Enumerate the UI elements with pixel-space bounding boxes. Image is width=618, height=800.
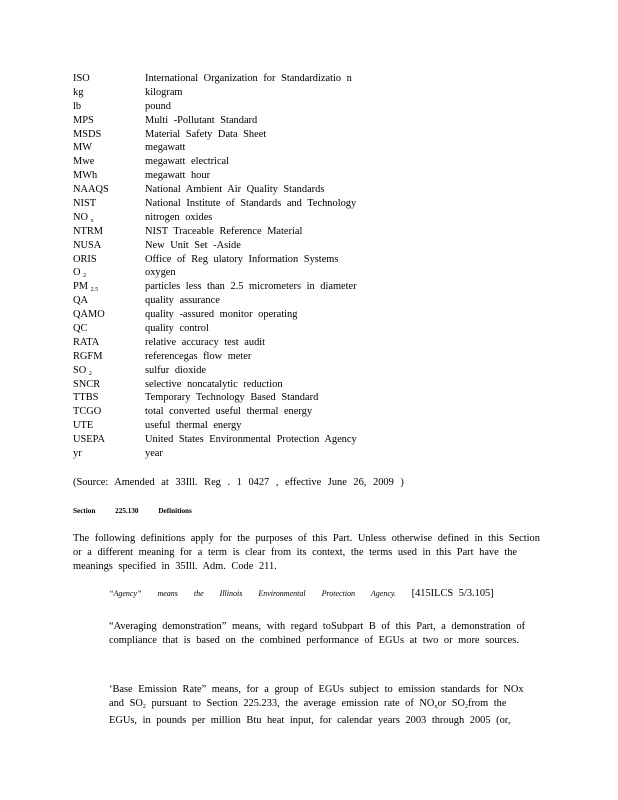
- abbreviation-term: [73, 86, 145, 100]
- abbreviation-definition: megawatt hour: [145, 170, 211, 182]
- abbreviation-row: [73, 405, 403, 419]
- abbreviation-term-text: QAMO: [73, 309, 105, 321]
- abbreviation-row: [73, 86, 403, 100]
- abbreviation-row: [73, 391, 403, 405]
- abbreviation-term-text: QA: [73, 295, 89, 307]
- ber-text-4: from the EGUs, in pounds per million Btu heat input, for calendar years 2003 through 2005 (or,: [109, 698, 511, 726]
- abbreviation-term-text: lb: [73, 100, 82, 112]
- abbreviation-term-subscript: 2: [88, 370, 92, 377]
- abbreviation-definition: Material Safety Data Sheet: [145, 128, 267, 140]
- abbreviation-row: [73, 350, 403, 364]
- abbreviation-term: [73, 266, 145, 280]
- ber-text-1: ‘Base Emission Rate” means, for a group of EGUs subject to emission standards for NOx and SO: [109, 684, 524, 709]
- section-number: 225.130: [115, 507, 139, 515]
- abbreviation-term: [73, 72, 145, 86]
- section-heading: [73, 507, 192, 515]
- abbreviation-row: [73, 433, 403, 447]
- abbreviation-term: [73, 211, 145, 225]
- abbreviation-term: [73, 169, 145, 183]
- section-title: Definitions: [158, 507, 192, 515]
- abbreviation-definition: quality assurance: [145, 295, 220, 307]
- abbreviation-term-text: MWh: [73, 170, 98, 182]
- abbreviation-row: [73, 378, 403, 392]
- abbreviation-term-text: PM: [73, 281, 89, 293]
- abbreviation-term-subscript: x: [90, 217, 94, 224]
- abbreviation-definition: National Institute of Standards and Technology: [145, 198, 357, 210]
- abbreviation-term: [73, 405, 145, 419]
- abbreviation-term: [73, 183, 145, 197]
- abbreviation-row: [73, 169, 403, 183]
- abbreviation-definition: National Ambient Air Quality Standards: [145, 184, 325, 196]
- abbreviation-term: [73, 364, 145, 378]
- abbreviation-definition: megawatt electrical: [145, 156, 230, 168]
- abbreviation-term: [73, 155, 145, 169]
- abbreviation-term: [73, 239, 145, 253]
- abbreviation-definition: quality control: [145, 323, 209, 335]
- abbreviation-row: [73, 294, 403, 308]
- source-note: (Source: Amended at 33Ill. Reg . 1 0427 , effective June 26, 2009 ): [73, 477, 404, 488]
- abbreviation-row: [73, 308, 403, 322]
- abbreviation-definition: quality -assured monitor operating: [145, 309, 298, 321]
- abbreviation-term-text: NIST: [73, 198, 97, 210]
- abbreviation-term: [73, 391, 145, 405]
- abbreviation-term-text: MPS: [73, 114, 94, 126]
- agency-definition-text: “Agency” means the Illinois Environmental Protection Agency.: [109, 589, 396, 598]
- abbreviation-definition: nitrogen oxides: [145, 211, 213, 223]
- abbreviation-definition: selective noncatalytic reduction: [145, 378, 283, 390]
- abbreviation-row: [73, 266, 403, 280]
- ber-sub-1: 2: [142, 704, 146, 710]
- abbreviation-list: [73, 72, 403, 461]
- abbreviation-term: [73, 419, 145, 433]
- abbreviation-term: [73, 378, 145, 392]
- abbreviation-term-text: SNCR: [73, 378, 101, 390]
- abbreviation-term-text: NAAQS: [73, 184, 109, 196]
- abbreviation-term-text: RATA: [73, 336, 100, 348]
- abbreviation-term-text: RGFM: [73, 350, 103, 362]
- abbreviation-term: [73, 322, 145, 336]
- abbreviation-definition: particles less than 2.5 micrometers in diameter: [145, 281, 357, 293]
- abbreviation-term: [73, 114, 145, 128]
- abbreviation-term-text: NTRM: [73, 225, 104, 237]
- abbreviation-term: [73, 141, 145, 155]
- abbreviation-definition: relative accuracy test audit: [145, 336, 266, 348]
- abbreviation-definition: total converted useful thermal energy: [145, 406, 313, 418]
- section-label: Section: [73, 507, 96, 515]
- abbreviation-term-text: Mwe: [73, 156, 95, 168]
- abbreviation-definition: kilogram: [145, 86, 183, 98]
- abbreviation-term: [73, 294, 145, 308]
- averaging-demonstration-definition: “Averaging demonstration” means, with regard toSubpart B of this Part, a demonstration of compliance that is based on the combined performance of EGUs at two or more sources.: [109, 621, 526, 646]
- abbreviation-term-text: USEPA: [73, 434, 105, 446]
- abbreviation-row: [73, 225, 403, 239]
- agency-citation: [415ILCS 5/3.105]: [411, 588, 494, 599]
- abbreviation-row: [73, 183, 403, 197]
- abbreviation-definition: pound: [145, 100, 171, 112]
- abbreviation-row: [73, 211, 403, 225]
- abbreviation-definition: New Unit Set -Aside: [145, 239, 241, 251]
- ber-text-3: or SO: [437, 698, 465, 709]
- abbreviation-term-text: TTBS: [73, 392, 99, 404]
- abbreviation-definition: Office of Reg ulatory Information Systems: [145, 253, 339, 265]
- abbreviation-term-text: QC: [73, 323, 88, 335]
- ber-sub-3: 2: [465, 704, 468, 710]
- abbreviation-term-subscript: 2.5: [90, 287, 99, 294]
- abbreviation-row: [73, 155, 403, 169]
- abbreviation-row: [73, 447, 403, 461]
- abbreviation-row: [73, 239, 403, 253]
- abbreviation-term: [73, 336, 145, 350]
- ber-text-2: pursuant to Section 225.233, the average emission rate of NO: [145, 698, 435, 709]
- abbreviation-term-text: UTE: [73, 420, 94, 432]
- abbreviation-row: [73, 280, 403, 294]
- abbreviation-definition: useful thermal energy: [145, 420, 242, 432]
- abbreviation-term-text: O: [73, 267, 81, 279]
- abbreviation-term: [73, 447, 145, 461]
- abbreviation-term: [73, 197, 145, 211]
- abbreviation-term-text: TCGO: [73, 406, 102, 418]
- abbreviation-definition: year: [145, 448, 163, 460]
- abbreviation-definition: United States Environmental Protection Agency: [145, 434, 357, 446]
- abbreviation-definition: Multi -Pollutant Standard: [145, 114, 258, 126]
- abbreviation-row: [73, 100, 403, 114]
- ber-sub-2: x: [434, 704, 438, 710]
- abbreviation-row: [73, 141, 403, 155]
- abbreviation-term-text: NO: [73, 211, 89, 223]
- abbreviation-term-text: ISO: [73, 73, 90, 84]
- base-emission-rate-definition: [109, 683, 539, 728]
- agency-definition: [109, 587, 529, 601]
- abbreviation-term: [73, 253, 145, 267]
- abbreviation-row: [73, 128, 403, 142]
- abbreviation-definition: sulfur dioxide: [145, 364, 207, 376]
- abbreviation-term-text: MSDS: [73, 128, 102, 140]
- abbreviation-definition: Temporary Technology Based Standard: [145, 392, 319, 404]
- abbreviation-row: [73, 419, 403, 433]
- abbreviation-term-text: NUSA: [73, 239, 102, 251]
- abbreviation-term-text: ORIS: [73, 253, 97, 265]
- abbreviation-term-text: kg: [73, 86, 84, 98]
- abbreviation-row: [73, 322, 403, 336]
- abbreviation-definition: oxygen: [145, 267, 176, 279]
- abbreviation-term: [73, 308, 145, 322]
- abbreviation-term: [73, 225, 145, 239]
- abbreviation-term: [73, 128, 145, 142]
- abbreviation-term: [73, 280, 145, 294]
- abbreviation-definition: International Organization for Standardizatio n: [145, 73, 352, 84]
- abbreviation-row: [73, 197, 403, 211]
- abbreviation-row: [73, 253, 403, 267]
- abbreviation-row: [73, 72, 403, 86]
- abbreviation-row: [73, 336, 403, 350]
- abbreviation-term: [73, 433, 145, 447]
- abbreviation-row: [73, 364, 403, 378]
- abbreviation-term-text: MW: [73, 142, 93, 154]
- intro-paragraph: The following definitions apply for the purposes of this Part. Unless otherwise defined in this Section or a different meaning for a term is clear from its context, the terms used in this Part have the meanings specified in 35Ill. Adm. Code 211.: [73, 533, 540, 572]
- abbreviation-definition: NIST Traceable Reference Material: [145, 225, 303, 237]
- abbreviation-definition: megawatt: [145, 142, 186, 154]
- abbreviation-definition: referencegas flow meter: [145, 350, 252, 362]
- abbreviation-row: [73, 114, 403, 128]
- abbreviation-term-text: yr: [73, 448, 82, 460]
- abbreviation-term: [73, 350, 145, 364]
- abbreviation-term: [73, 100, 145, 114]
- abbreviation-term-text: SO: [73, 364, 87, 376]
- abbreviation-term-subscript: 2: [83, 273, 87, 280]
